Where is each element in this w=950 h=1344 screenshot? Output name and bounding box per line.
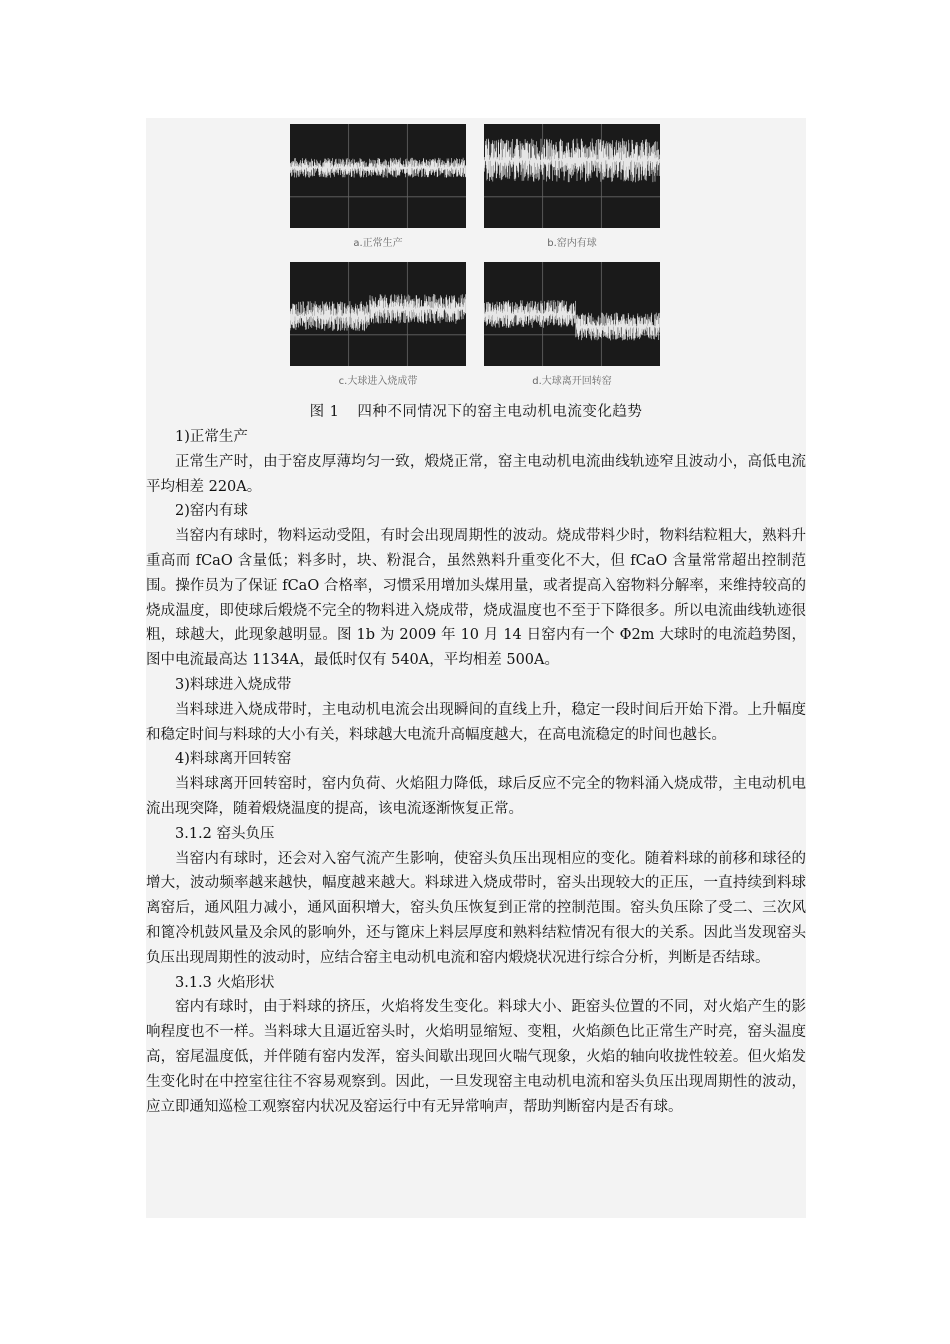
panel-caption-d: d.大球离开回转窑 — [532, 376, 612, 387]
figure-title: 四种不同情况下的窑主电动机电流变化趋势 — [357, 404, 643, 420]
section-heading: 3.1.3 火焰形状 — [175, 974, 275, 991]
body-text — [146, 425, 806, 1119]
paragraph: 当料球离开回转窑时，窑内负荷、火焰阻力降低，球后反应不完全的物料涌入烧成带，主电动机电流出现突降，随着煅烧温度的提高，该电流逐渐恢复正常。 — [146, 776, 806, 817]
trend-plot-a — [290, 124, 466, 228]
section-heading: 2)窑内有球 — [175, 503, 248, 520]
panel-caption-c: c.大球进入烧成带 — [338, 376, 418, 387]
figure-panel-b — [484, 124, 660, 258]
figure-caption — [146, 400, 806, 421]
panel-caption-b: b.窑内有球 — [547, 238, 597, 249]
panel-caption-a: a.正常生产 — [353, 238, 403, 249]
paragraph: 窑内有球时，由于料球的挤压，火焰将发生变化。料球大小、距窑头位置的不同，对火焰产生的影响程度也不一样。当料球大且逼近窑头时，火焰明显缩短、变粗，火焰颜色比正常生产时亮，窑头温度高，窑尾温度低，并伴随有窑内发浑，窑头间歇出现回火喘气现象，火焰的轴向收拢性较差。但火焰发生变化时在中控室往往不容易观察到。因此，一旦发现窑主电动机电流和窑头负压出现周期性的波动，应立即通知巡检工观察窑内状况及窑运行中有无异常响声，帮助判断窑内是否有球。 — [146, 999, 806, 1115]
plot-background — [290, 124, 466, 228]
section-heading: 1)正常生产 — [175, 429, 248, 445]
figure-panel-d — [484, 262, 660, 396]
figure-number: 图 1 — [309, 404, 340, 420]
figure-1-grid — [290, 124, 662, 396]
paragraph: 正常生产时，由于窑皮厚薄均匀一致，煅烧正常，窑主电动机电流曲线轨迹窄且波动小，高低电流平均相差 220A。 — [146, 453, 806, 495]
section-heading: 4)料球离开回转窑 — [175, 751, 292, 768]
paragraph: 当窑内有球时，还会对入窑气流产生影响，使窑头负压出现相应的变化。随着料球的前移和球径的增大，波动频率越来越快，幅度越来越大。料球进入烧成带时，窑头出现较大的正压，一直持续到料球离窑后，通风阻力减小，通风面积增大，窑头负压恢复到正常的控制范围。窑头负压除了受二、三次风和篦冷机鼓风量及余风的影响外，还与篦床上料层厚度和熟料结粒情况有很大的关系。因此当发现窑头负压出现周期性的波动时，应结合窑主电动机电流和窑内煅烧状况进行综合分析，判断是否结球。 — [146, 850, 806, 966]
trend-plot-b — [484, 124, 660, 228]
paragraph: 当窑内有球时，物料运动受阻，有时会出现周期性的波动。烧成带料少时，物料结粒粗大，熟料升重高而 fCaO 含量低；料多时，块、粉混合，虽然熟料升重变化不大，但 fCaO 含量常常超出控制范围。操作员为了保证 fCaO 合格率，习惯采用增加头煤用量，或者提高入窑物料分解率，来维持较高的烧成温度，即使球后煅烧不完全的物料进入烧成带，烧成温度也不至于下降很多。所以电流曲线轨迹很粗，球越大，此现象越明显。图 1b 为 2009 年 10 月 14 日窑内有一个 Φ2m 大球时的电流趋势图，图中电流最高达 1134A，最低时仅有 540A，平均相差 500A。 — [146, 528, 806, 669]
section-heading: 3)料球进入烧成带 — [175, 676, 292, 693]
section-heading: 3.1.2 窑头负压 — [175, 825, 275, 842]
trend-plot-d — [484, 262, 660, 366]
figure-panel-a — [290, 124, 466, 258]
trend-plot-c — [290, 262, 466, 366]
figure-panel-c — [290, 262, 466, 396]
paragraph: 当料球进入烧成带时，主电动机电流会出现瞬间的直线上升，稳定一段时间后开始下滑。上升幅度和稳定时间与料球的大小有关，料球越大电流升高幅度越大，在高电流稳定的时间也越长。 — [146, 701, 806, 743]
